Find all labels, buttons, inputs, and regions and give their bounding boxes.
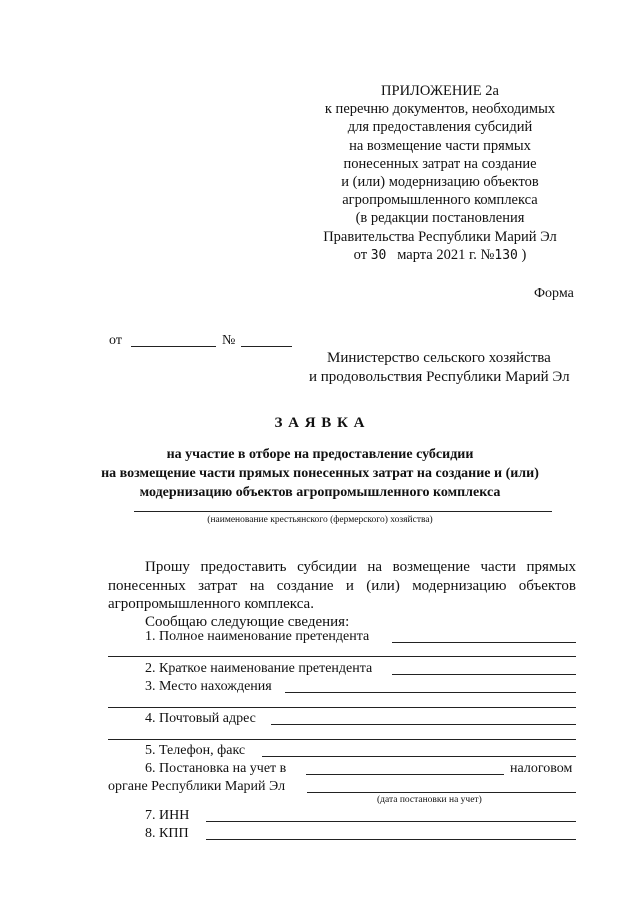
field-short-name-label: 2. Краткое наименование претендента: [145, 661, 373, 676]
appendix-date-day: 30: [370, 247, 387, 263]
from-date-field[interactable]: [131, 346, 216, 347]
appendix-line: Правительства Республики Марий Эл: [323, 228, 557, 245]
appendix-date-month: марта 2021 г. №: [397, 246, 495, 263]
page-title: З А Я В К А: [274, 415, 366, 431]
field-full-name-input[interactable]: [392, 642, 576, 643]
field-short-name-input[interactable]: [392, 674, 576, 675]
info-intro: Сообщаю следующие сведения:: [145, 614, 350, 630]
farm-name-field[interactable]: [134, 511, 552, 512]
paragraph-line1: Прошу предоставить субсидии на возмещение части прямых: [145, 559, 576, 575]
field-tax-label: налоговом: [510, 761, 573, 776]
subtitle-line1: на участие в отборе на предоставление субсидии: [166, 447, 474, 462]
subtitle-line2: на возмещение части прямых понесенных затрат на создание и (или): [101, 466, 539, 481]
field-location-label: 3. Место нахождения: [145, 679, 272, 694]
field-postal-input[interactable]: [271, 724, 576, 725]
subtitle-line3: модернизацию объектов агропромышленного комплекса: [139, 485, 501, 500]
appendix-date-prefix: от: [353, 246, 368, 263]
field-tax-date-input[interactable]: [307, 792, 576, 793]
appendix-date-number: 130: [494, 247, 518, 263]
number-label: №: [222, 333, 236, 348]
form-label: Форма: [534, 286, 574, 301]
recipient-line1: Министерство сельского хозяйства: [327, 350, 551, 366]
appendix-line: и (или) модернизацию объектов: [341, 174, 539, 191]
field-tax-reg-label: 6. Постановка на учет в: [145, 761, 287, 776]
field-kpp-label: 8. КПП: [145, 826, 189, 841]
appendix-line: агропромышленного комплекса: [342, 192, 538, 209]
farm-name-caption: (наименование крестьянского (фермерского) хозяйства): [207, 515, 433, 525]
field-location-input-line2[interactable]: [108, 707, 576, 708]
appendix-line: понесенных затрат на создание: [343, 155, 537, 172]
paragraph-line3: агропромышленного комплекса.: [108, 596, 314, 612]
field-phone-label: 5. Телефон, факс: [145, 743, 246, 758]
field-tax-reg-input[interactable]: [306, 774, 504, 775]
appendix-line: к перечню документов, необходимых: [324, 101, 556, 118]
field-inn-input[interactable]: [206, 821, 576, 822]
appendix-date-suffix: ): [521, 246, 527, 263]
appendix-line: для предоставления субсидий: [347, 119, 533, 136]
field-kpp-input[interactable]: [206, 839, 576, 840]
appendix-date-line: [300, 246, 580, 265]
appendix-title: ПРИЛОЖЕНИЕ 2а: [381, 83, 499, 99]
field-postal-input-line2[interactable]: [108, 739, 576, 740]
field-tax-date-caption: (дата постановки на учет): [377, 795, 482, 805]
paragraph-line2: понесенных затрат на создание и (или) модернизацию объектов: [108, 578, 576, 594]
appendix-block: [300, 82, 580, 265]
field-inn-label: 7. ИНН: [145, 808, 190, 823]
field-tax-org-label: органе Республики Марий Эл: [108, 779, 286, 794]
field-phone-input[interactable]: [262, 756, 576, 757]
field-postal-label: 4. Почтовый адрес: [145, 711, 256, 726]
field-full-name-input-line2[interactable]: [108, 656, 576, 657]
field-full-name-label: 1. Полное наименование претендента: [145, 629, 370, 644]
field-location-input[interactable]: [285, 692, 576, 693]
from-label: от: [109, 333, 122, 348]
appendix-line: на возмещение части прямых: [349, 137, 531, 154]
appendix-line: (в редакции постановления: [355, 210, 525, 227]
recipient-line2: и продовольствия Республики Марий Эл: [309, 369, 570, 385]
number-field[interactable]: [241, 346, 292, 347]
